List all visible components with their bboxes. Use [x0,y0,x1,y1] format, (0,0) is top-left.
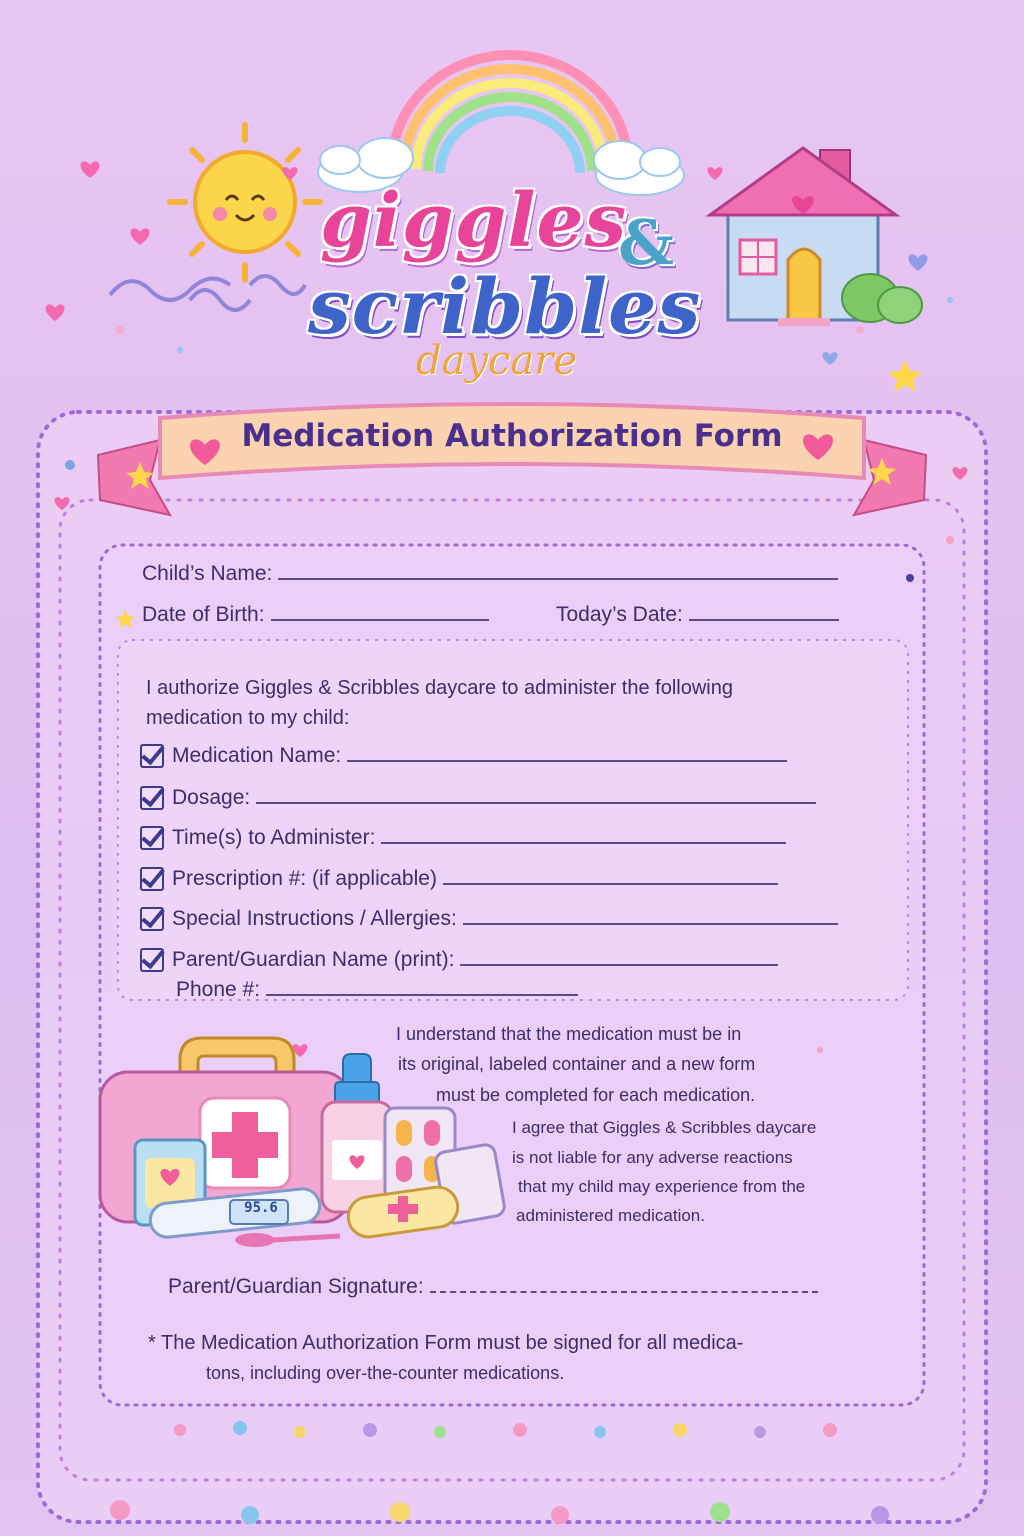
checkbox-icon[interactable] [140,826,164,850]
logo-scribbles: scribbles [308,262,702,351]
today-date-field[interactable] [689,601,839,621]
page-title: Medication Authorization Form [241,418,783,454]
dosage-label: Dosage: [172,786,251,809]
footnote: * The Medication Authorization Form must be signed for all medica- tons, including over-the-counter medications. [148,1332,744,1383]
checkbox-icon[interactable] [140,744,164,768]
medication-name-row [140,742,787,768]
authorization-intro: I authorize Giggles & Scribbles daycare to administer the following medication to my child: [146,677,733,729]
instructions-row [140,905,838,931]
guardian-name-field[interactable] [460,946,778,966]
administer-time-label: Time(s) to Administer: [172,826,376,849]
thermometer-reading: 95.6 [244,1200,278,1216]
child-name-field[interactable] [278,560,838,580]
terms-line: administered medication. [516,1206,705,1225]
today-date-row [556,601,839,627]
medication-name-field[interactable] [347,742,787,762]
checkbox-icon[interactable] [140,907,164,931]
instructions-field[interactable] [463,905,838,925]
terms-line: must be completed for each medication. [436,1085,756,1105]
prescription-row [140,865,778,891]
phone-label: Phone #: [176,978,261,1001]
dob-field[interactable] [271,601,489,621]
administer-time-field[interactable] [381,824,786,844]
dosage-field[interactable] [256,784,816,804]
prescription-field[interactable] [443,865,778,885]
child-name-label: Child’s Name: [142,562,273,585]
dosage-row [140,784,816,810]
terms-line: that my child may experience from the [518,1177,806,1196]
logo-ampersand: & [618,206,674,279]
terms-line: its original, labeled container and a new form [398,1054,756,1074]
sun-icon [170,125,320,280]
terms-line: is not liable for any adverse reactions [512,1148,793,1167]
phone-row [176,976,578,1002]
terms-line: I understand that the medication must be in [396,1024,742,1044]
medication-name-label: Medication Name: [172,744,342,767]
guardian-name-label: Parent/Guardian Name (print): [172,948,455,971]
child-name-row [142,560,838,586]
logo-daycare: daycare [416,338,578,384]
administer-time-row [140,824,786,850]
house-icon [710,148,922,326]
checkbox-icon[interactable] [140,786,164,810]
checkbox-icon[interactable] [140,867,164,891]
rainbow-icon [392,55,628,173]
signature-label: Parent/Guardian Signature: [168,1275,424,1298]
terms-line: I agree that Giggles & Scribbles daycare [512,1118,817,1137]
instructions-label: Special Instructions / Allergies: [172,907,457,930]
dob-label: Date of Birth: [142,603,265,626]
checkbox-icon[interactable] [140,948,164,972]
signature-field[interactable] [430,1273,818,1293]
swirl-decoration [110,276,305,310]
prescription-label: Prescription #: (if applicable) [172,867,437,890]
logo-giggles: giggles [320,178,628,264]
dob-row [142,601,489,627]
phone-field[interactable] [266,976,578,996]
signature-row [168,1273,818,1299]
guardian-name-row [140,946,778,972]
today-date-label: Today’s Date: [556,603,683,626]
